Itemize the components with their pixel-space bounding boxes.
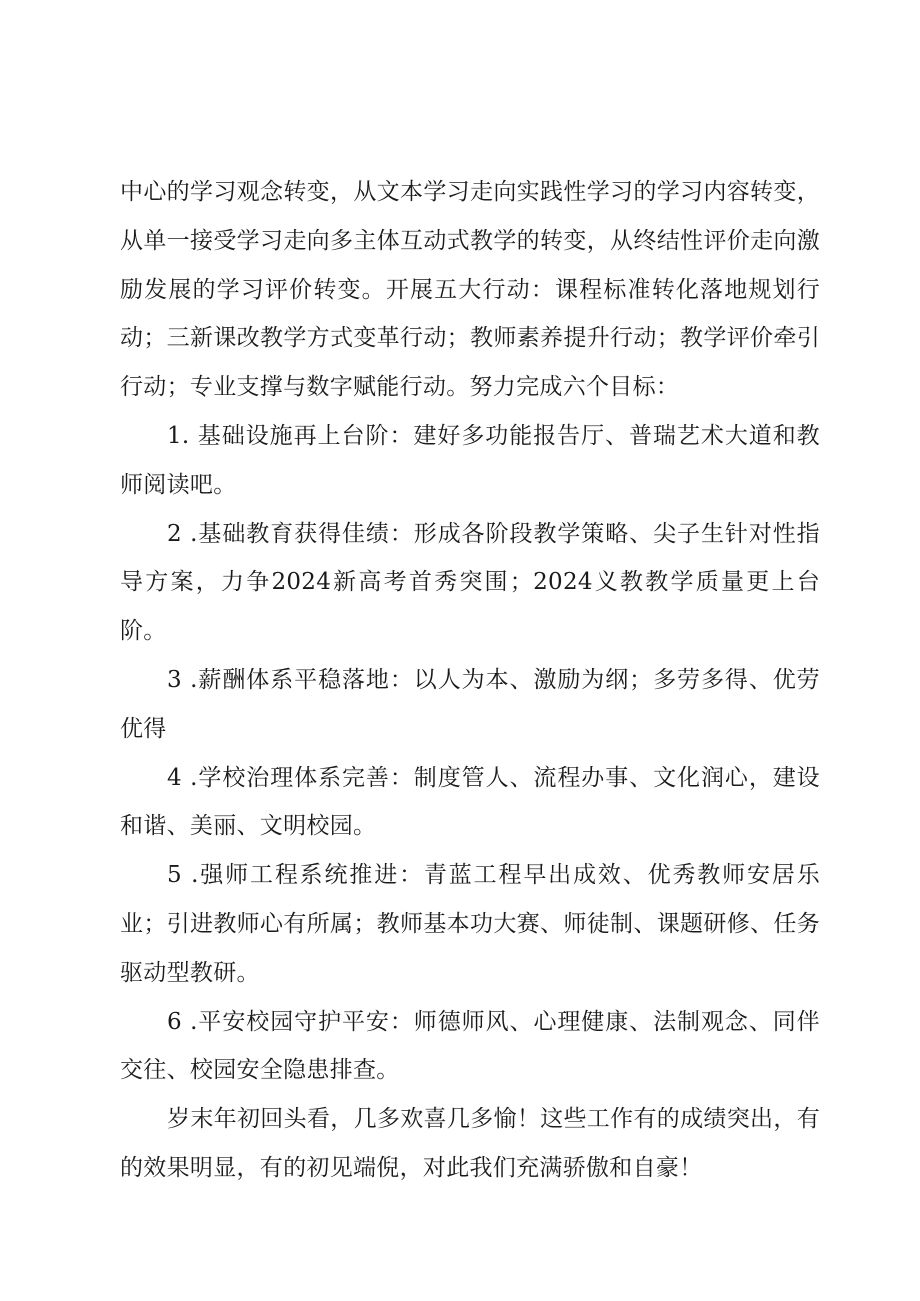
goal-2-paragraph: 2 .基础教育获得佳绩：形成各阶段教学策略、尖子生针对性指导方案，力争2024新高考首秀突围；2024义教教学质量更上台阶。	[120, 520, 820, 645]
closing-paragraph: 岁末年初回头看，几多欢喜几多愉！这些工作有的成绩突出，有的效果明显，有的初见端倪，对此我们充满骄傲和自豪！	[120, 1106, 820, 1181]
document-body	[120, 168, 820, 1193]
intro-paragraph: 中心的学习观念转变，从文本学习走向实践性学习的学习内容转变，从单一接受学习走向多主体互动式教学的转变，从终结性评价走向激励发展的学习评价转变。开展五大行动：课程标准转化落地规划行动；三新课改教学方式变革行动；教师素养提升行动；教学评价牵引行动；专业支撑与数字赋能行动。努力完成六个目标：	[120, 179, 820, 401]
goal-1-paragraph: 1. 基础设施再上台阶：建好多功能报告厅、普瑞艺术大道和教师阅读吧。	[120, 422, 820, 498]
goal-4-paragraph: 4 .学校治理体系完善：制度管人、流程办事、文化润心，建设和谐、美丽、文明校园。	[120, 764, 820, 840]
goal-5-paragraph: 5 .强师工程系统推进：青蓝工程早出成效、优秀教师安居乐业；引进教师心有所属；教师基本功大赛、师徒制、课题研修、任务驱动型教研。	[120, 862, 820, 986]
goal-3-paragraph: 3 .薪酬体系平稳落地：以人为本、激励为纲；多劳多得、优劳优得	[120, 666, 820, 742]
goal-6-paragraph: 6 .平安校园守护平安：师德师风、心理健康、法制观念、同伴交往、校园安全隐患排查。	[120, 1008, 820, 1084]
